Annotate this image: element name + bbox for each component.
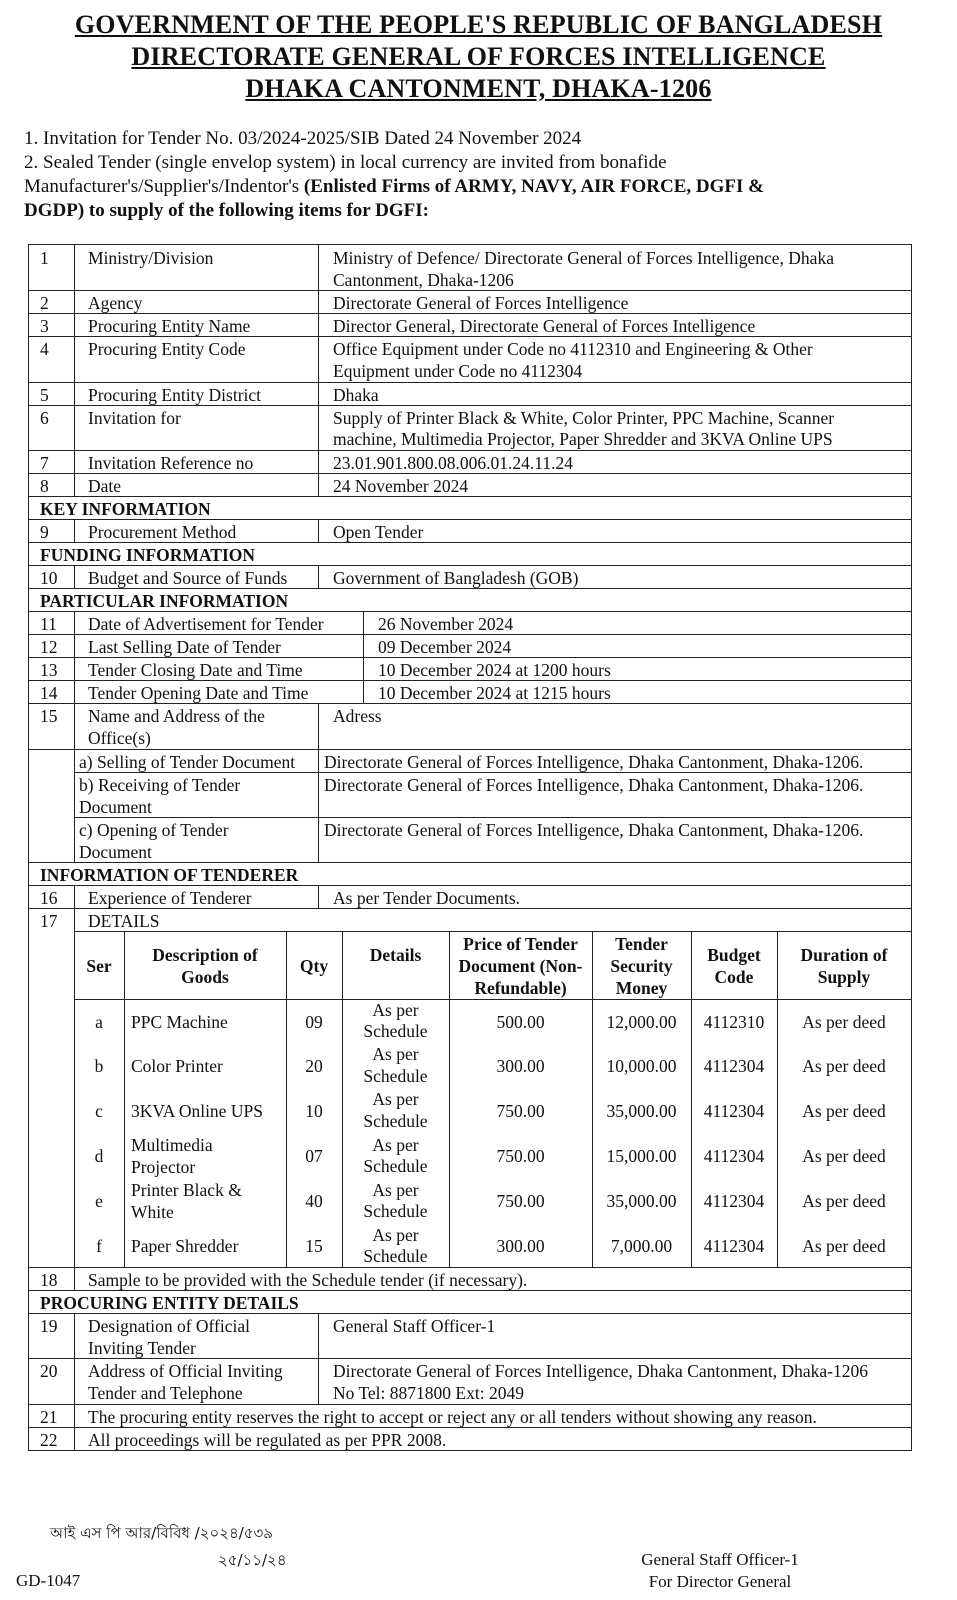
details-detail-2: Schedule [363, 1021, 428, 1041]
section-key-information: KEY INFORMATION [40, 499, 211, 519]
details-desc-2: Projector [131, 1157, 196, 1177]
row-11-no: 11 [40, 614, 57, 634]
row-15b-label-2: Document [79, 797, 152, 817]
details-header-ser: Ser [86, 956, 112, 976]
details-desc-1: Multimedia [131, 1135, 213, 1155]
row-8-label: Date [88, 476, 122, 496]
details-security: 35,000.00 [606, 1101, 677, 1121]
details-ser: f [96, 1236, 102, 1256]
details-price: 750.00 [496, 1191, 545, 1211]
row-15a-value: Directorate General of Forces Intelligence, Dhaka Cantonment, Dhaka-1206. [324, 752, 864, 772]
details-security: 12,000.00 [606, 1012, 677, 1032]
details-header-price-2: Document (Non- [458, 956, 583, 976]
details-detail-1: As per [372, 1089, 419, 1109]
memo-date: ২৫/১১/২৪ [218, 1551, 287, 1569]
row-14-no: 14 [40, 683, 58, 703]
details-duration: As per deed [802, 1236, 886, 1256]
row-13-value: 10 December 2024 at 1200 hours [378, 660, 611, 680]
row-21-label: The procuring entity reserves the right to accept or reject any or all tenders without showing any reason. [88, 1407, 817, 1427]
details-detail-1: As per [372, 1135, 419, 1155]
row-10-value: Government of Bangladesh (GOB) [333, 568, 579, 588]
details-header-budget-1: Budget [707, 945, 761, 965]
row-15-no: 15 [40, 706, 58, 726]
row-15-label-1: Name and Address of the [88, 706, 265, 726]
details-header-duration-2: Supply [817, 967, 871, 987]
row-15c-label-2: Document [79, 842, 152, 862]
details-duration: As per deed [802, 1012, 886, 1032]
row-5-label: Procuring Entity District [88, 385, 262, 405]
row-7-label: Invitation Reference no [88, 453, 254, 473]
row-16-value: As per Tender Documents. [333, 888, 521, 908]
row-4-label: Procuring Entity Code [88, 339, 246, 359]
details-detail-2: Schedule [363, 1156, 428, 1176]
details-price: 300.00 [496, 1056, 545, 1076]
section-particular-information: PARTICULAR INFORMATION [40, 591, 289, 611]
details-header-security-1: Tender [615, 934, 668, 954]
details-detail-2: Schedule [363, 1066, 428, 1086]
row-22-no: 22 [40, 1430, 58, 1450]
row-12-label: Last Selling Date of Tender [88, 637, 281, 657]
intro-bold-2: DGDP) to supply of the following items for DGFI: [24, 200, 429, 221]
signature-designation: General Staff Officer-1 [641, 1550, 799, 1569]
details-detail-1: As per [372, 1000, 419, 1020]
row-15c-value: Directorate General of Forces Intelligence, Dhaka Cantonment, Dhaka-1206. [324, 820, 864, 840]
row-10-no: 10 [40, 568, 58, 588]
row-19-no: 19 [40, 1316, 58, 1336]
details-ser: a [95, 1012, 103, 1032]
details-header-details: Details [369, 945, 422, 965]
intro-bold-1: (Enlisted Firms of ARMY, NAVY, AIR FORCE, DGFI & [303, 176, 764, 197]
details-header-duration-1: Duration of [800, 945, 888, 965]
details-code: 4112304 [703, 1056, 765, 1076]
details-header-budget-2: Code [714, 967, 754, 987]
row-9-value: Open Tender [333, 522, 424, 542]
row-22-label: All proceedings will be regulated as per PPR 2008. [88, 1430, 447, 1450]
row-6-value-2: machine, Multimedia Projector, Paper Shredder and 3KVA Online UPS [333, 429, 833, 449]
row-11-value: 26 November 2024 [378, 614, 514, 634]
row-16-no: 16 [40, 888, 58, 908]
intro-line-3 [24, 175, 924, 198]
row-20-label-2: Tender and Telephone [88, 1383, 243, 1403]
details-qty: 09 [305, 1012, 323, 1032]
row-15-label-2: Office(s) [88, 728, 151, 748]
details-code: 4112304 [703, 1236, 765, 1256]
row-14-value: 10 December 2024 at 1215 hours [378, 683, 611, 703]
details-qty: 07 [305, 1146, 323, 1166]
details-security: 35,000.00 [606, 1191, 677, 1211]
row-19-label-1: Designation of Official [88, 1316, 250, 1336]
row-1-label: Ministry/Division [88, 248, 214, 268]
row-6-label: Invitation for [88, 408, 181, 428]
details-header-qty: Qty [299, 956, 329, 976]
details-price: 300.00 [496, 1236, 545, 1256]
row-20-label-1: Address of Official Inviting [88, 1361, 283, 1381]
details-code: 4112310 [703, 1012, 765, 1032]
row-19-label-2: Inviting Tender [88, 1338, 196, 1358]
details-qty: 10 [305, 1101, 323, 1121]
details-header-desc-2: Goods [181, 967, 229, 987]
row-16-label: Experience of Tenderer [88, 888, 252, 908]
row-15c-label-1: c) Opening of Tender [79, 820, 229, 840]
row-20-value-2: No Tel: 8871800 Ext: 2049 [333, 1383, 524, 1403]
row-1-no: 1 [40, 248, 49, 268]
row-7-value: 23.01.901.800.08.006.01.24.11.24 [333, 453, 573, 473]
row-11-label: Date of Advertisement for Tender [88, 614, 324, 634]
row-5-no: 5 [40, 385, 49, 405]
signature-for: For Director General [648, 1572, 792, 1591]
row-3-value: Director General, Directorate General of Forces Intelligence [333, 316, 756, 336]
intro-plain: Manufacturer's/Supplier's/Indentor's [24, 176, 304, 197]
row-15b-label-1: b) Receiving of Tender [79, 775, 241, 795]
details-detail-1: As per [372, 1225, 419, 1245]
details-header-desc-1: Description of [152, 945, 258, 965]
details-header-security-2: Security [610, 956, 673, 976]
row-17-no: 17 [40, 911, 58, 931]
details-qty: 40 [305, 1191, 323, 1211]
row-13-label: Tender Closing Date and Time [88, 660, 303, 680]
row-1-value-2: Cantonment, Dhaka-1206 [333, 270, 514, 290]
row-17-label: DETAILS [88, 911, 160, 931]
details-ser: d [94, 1146, 104, 1166]
section-information-of-tenderer: INFORMATION OF TENDERER [40, 865, 299, 885]
details-detail-2: Schedule [363, 1111, 428, 1131]
section-funding-information: FUNDING INFORMATION [40, 545, 256, 565]
details-qty: 20 [305, 1056, 323, 1076]
details-header-security-3: Money [615, 978, 668, 998]
details-qty: 15 [305, 1236, 323, 1256]
details-desc-1: Printer Black & [131, 1180, 242, 1200]
row-14-label: Tender Opening Date and Time [88, 683, 309, 703]
row-15b-value: Directorate General of Forces Intelligence, Dhaka Cantonment, Dhaka-1206. [324, 775, 864, 795]
details-code: 4112304 [703, 1191, 765, 1211]
details-header-price-1: Price of Tender [463, 934, 578, 954]
details-security: 15,000.00 [606, 1146, 677, 1166]
details-security: 7,000.00 [610, 1236, 673, 1256]
details-detail-2: Schedule [363, 1246, 428, 1266]
row-6-no: 6 [40, 408, 49, 428]
row-2-no: 2 [40, 293, 49, 313]
row-12-value: 09 December 2024 [378, 637, 512, 657]
details-ser: c [95, 1101, 103, 1121]
row-8-value: 24 November 2024 [333, 476, 469, 496]
details-desc: 3KVA Online UPS [131, 1101, 263, 1121]
row-19-value: General Staff Officer-1 [333, 1316, 496, 1336]
row-18-no: 18 [40, 1270, 58, 1290]
header-line-3: DHAKA CANTONMENT, DHAKA-1206 [245, 74, 712, 103]
details-desc: Paper Shredder [131, 1236, 239, 1256]
row-20-no: 20 [40, 1361, 58, 1381]
details-detail-1: As per [372, 1044, 419, 1064]
row-15a-label: a) Selling of Tender Document [79, 752, 296, 772]
row-4-value-2: Equipment under Code no 4112304 [333, 361, 583, 381]
details-price: 500.00 [496, 1012, 545, 1032]
gd-number: GD-1047 [16, 1571, 81, 1590]
details-ser: e [95, 1191, 103, 1211]
details-code: 4112304 [703, 1101, 765, 1121]
details-ser: b [94, 1056, 104, 1076]
row-15-value: Adress [333, 706, 382, 726]
memo-number: আই এস পি আর/বিবিধ /২০২৪/৫৩৯ [50, 1524, 273, 1542]
row-4-value-1: Office Equipment under Code no 4112310 and Engineering & Other [333, 339, 813, 359]
row-2-value: Directorate General of Forces Intelligence [333, 293, 629, 313]
row-4-no: 4 [40, 339, 49, 359]
details-code: 4112304 [703, 1146, 765, 1166]
details-security: 10,000.00 [606, 1056, 677, 1076]
details-desc-2: White [131, 1202, 174, 1222]
details-duration: As per deed [802, 1191, 886, 1211]
row-3-label: Procuring Entity Name [88, 316, 251, 336]
details-desc: Color Printer [131, 1056, 223, 1076]
row-9-no: 9 [40, 522, 49, 542]
row-18-label: Sample to be provided with the Schedule tender (if necessary). [88, 1270, 528, 1290]
row-5-value: Dhaka [333, 385, 379, 405]
details-detail-1: As per [372, 1180, 419, 1200]
header-line-1: GOVERNMENT OF THE PEOPLE'S REPUBLIC OF BANGLADESH [74, 10, 883, 39]
details-header-price-3: Refundable) [474, 978, 567, 998]
section-procuring-entity-details: PROCURING ENTITY DETAILS [40, 1293, 299, 1313]
details-duration: As per deed [802, 1056, 886, 1076]
row-12-no: 12 [40, 637, 58, 657]
row-9-label: Procurement Method [88, 522, 237, 542]
row-7-no: 7 [40, 453, 49, 473]
details-duration: As per deed [802, 1146, 886, 1166]
row-2-label: Agency [88, 293, 143, 313]
header-line-2: DIRECTORATE GENERAL OF FORCES INTELLIGENCE [131, 42, 826, 71]
details-price: 750.00 [496, 1146, 545, 1166]
row-20-value-1: Directorate General of Forces Intelligence, Dhaka Cantonment, Dhaka-1206 [333, 1361, 868, 1381]
details-detail-2: Schedule [363, 1201, 428, 1221]
details-desc: PPC Machine [131, 1012, 228, 1032]
details-price: 750.00 [496, 1101, 545, 1121]
details-duration: As per deed [802, 1101, 886, 1121]
row-21-no: 21 [40, 1407, 58, 1427]
intro-line-1: 1. Invitation for Tender No. 03/2024-2025/SIB Dated 24 November 2024 [24, 128, 582, 149]
row-6-value-1: Supply of Printer Black & White, Color Printer, PPC Machine, Scanner [333, 408, 835, 428]
intro-line-2: 2. Sealed Tender (single envelop system) in local currency are invited from bonafide [24, 152, 667, 173]
row-13-no: 13 [40, 660, 58, 680]
row-10-label: Budget and Source of Funds [88, 568, 288, 588]
row-3-no: 3 [40, 316, 49, 336]
row-1-value-1: Ministry of Defence/ Directorate General of Forces Intelligence, Dhaka [333, 248, 834, 268]
row-8-no: 8 [40, 476, 49, 496]
